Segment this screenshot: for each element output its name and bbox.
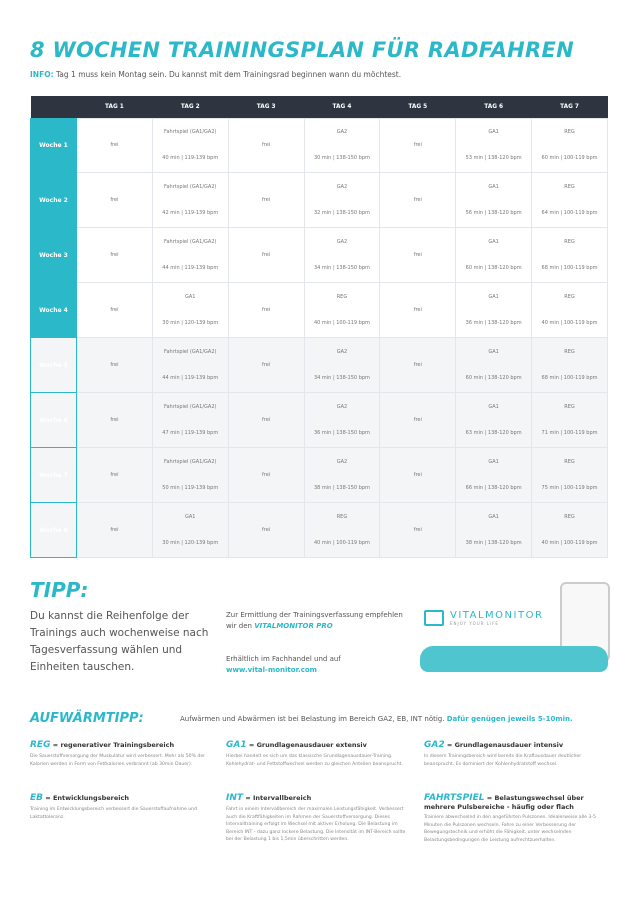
plan-cell-text: Fahrtspiel (GA1/GA2) xyxy=(164,349,217,356)
plan-cell-text: 68 min | 100-119 bpm xyxy=(541,265,598,272)
plan-cell xyxy=(456,283,532,338)
warmup-highlight: Dafür genügen jeweils 5-10min. xyxy=(446,715,573,723)
plan-cell: frei xyxy=(77,228,153,283)
table-row xyxy=(31,338,608,393)
table-header-cell: TAG 4 xyxy=(304,96,380,118)
plan-cell-text: GA1 xyxy=(488,294,499,301)
plan-cell: frei xyxy=(380,393,456,448)
plan-cell-text: 36 min | 138-150 bpm xyxy=(313,430,370,437)
definition-body: Trainiere abwechselnd in den angeführten Pulszonen. Idealerweise alle 3-5 Minuten die Pulszonen wechseln. Fahre zu einer Verbesserung der Bewegungstechnik und erhöht die Fähigkeit, unter wechselnden Belastungsbedingungen die Leistung aufrechtzuerhalten. xyxy=(424,815,596,843)
plan-cell-text: Fahrtspiel (GA1/GA2) xyxy=(164,184,217,191)
definition-block xyxy=(424,793,604,844)
plan-cell xyxy=(152,503,228,558)
plan-cell: frei xyxy=(228,118,304,173)
training-plan-table xyxy=(30,96,608,558)
plan-cell-text: Fahrtspiel (GA1/GA2) xyxy=(164,239,217,246)
definition-title: REG = regenerativer Trainingsbereich xyxy=(30,740,175,750)
tipp-heading: TIPP: xyxy=(30,578,89,602)
plan-cell-text: 38 min | 138-120 bpm xyxy=(465,540,522,547)
plan-cell-text: 53 min | 138-120 bpm xyxy=(465,155,522,162)
definition-abbr: GA1 xyxy=(226,740,247,750)
info-label: INFO: xyxy=(30,70,54,79)
logo-sub: ENJOY YOUR LIFE xyxy=(450,621,499,626)
plan-cell-text: 64 min | 100-119 bpm xyxy=(541,210,598,217)
plan-cell xyxy=(304,338,380,393)
table-row xyxy=(31,118,608,173)
week-label: Woche 2 xyxy=(31,173,77,228)
plan-cell: frei xyxy=(380,118,456,173)
plan-cell-text: 50 min | 119-139 bpm xyxy=(162,485,219,492)
table-header-cell: TAG 6 xyxy=(456,96,532,118)
definition-title: INT = Intervallbereich xyxy=(226,793,312,803)
plan-cell xyxy=(456,338,532,393)
definition-block xyxy=(30,740,210,768)
info-text: Tag 1 muss kein Montag sein. Du kannst mit dem Trainingsrad beginnen wann du möchtest. xyxy=(55,70,402,79)
plan-cell-text: 66 min | 138-120 bpm xyxy=(465,485,522,492)
plan-cell-text: Fahrtspiel (GA1/GA2) xyxy=(164,404,217,411)
plan-cell: frei xyxy=(380,448,456,503)
definition-body: Training im Entwicklungsbereich verbessert die Sauerstoffaufnahme und Laktattoleranz. xyxy=(30,807,197,820)
definition-abbr: FAHRTSPIEL xyxy=(424,793,485,803)
plan-cell xyxy=(152,173,228,228)
plan-cell: frei xyxy=(77,283,153,338)
definition-abbr: GA2 xyxy=(424,740,445,750)
plan-cell-text: 60 min | 100-119 bpm xyxy=(541,155,598,162)
plan-cell xyxy=(532,503,608,558)
definition-abbr: INT xyxy=(226,793,244,803)
plan-cell: frei xyxy=(228,448,304,503)
plan-cell xyxy=(152,448,228,503)
tipp-text: Du kannst die Reihenfolge der Trainings auch wochenweise nach Tagesverfassung wählen und Einheiten tauschen. xyxy=(30,610,209,673)
definition-title: FAHRTSPIEL = Belastungswechsel über mehrere Pulsbereiche - häufig oder flach xyxy=(424,793,584,811)
plan-cell xyxy=(532,283,608,338)
plan-cell-text: 40 min | 100-119 bpm xyxy=(313,540,370,547)
plan-cell xyxy=(152,338,228,393)
warmup-body: Aufwärmen und Abwärmen ist bei Belastung im Bereich GA2, EB, INT nötig. xyxy=(180,715,445,723)
plan-cell: frei xyxy=(380,338,456,393)
chest-strap-image xyxy=(420,646,608,672)
plan-cell-text: REG xyxy=(336,514,348,521)
vitalmonitor-recommendation xyxy=(226,610,406,632)
plan-cell-text: GA1 xyxy=(488,184,499,191)
plan-cell: frei xyxy=(77,173,153,228)
plan-cell-text: 68 min | 100-119 bpm xyxy=(541,375,598,382)
plan-cell-text: GA1 xyxy=(488,239,499,246)
table-header-row xyxy=(31,96,608,118)
week-label: Woche 1 xyxy=(31,118,77,173)
plan-cell: frei xyxy=(380,503,456,558)
plan-cell-text: 40 min | 100-119 bpm xyxy=(313,320,370,327)
page-title: 8 WOCHEN TRAININGSPLAN FÜR RADFAHREN xyxy=(30,38,575,62)
plan-cell: frei xyxy=(380,173,456,228)
plan-cell xyxy=(304,503,380,558)
plan-cell-text: REG xyxy=(564,459,575,466)
plan-cell-text: REG xyxy=(564,129,575,136)
plan-cell: frei xyxy=(228,173,304,228)
plan-cell: frei xyxy=(228,338,304,393)
definition-block xyxy=(226,740,406,768)
week-label: Woche 7 xyxy=(31,448,77,503)
plan-cell-text: 34 min | 138-150 bpm xyxy=(313,265,370,272)
plan-cell-text: REG xyxy=(564,184,575,191)
definition-body: Die Sauerstoffversorgung der Muskulatur wird verbessert. Mehr als 50% der Kalorien werden in Form von Fettkalorien verbrannt (ab 30min Dauer). xyxy=(30,754,206,767)
plan-cell xyxy=(456,503,532,558)
vitalmonitor-availability xyxy=(226,654,406,676)
table-row xyxy=(31,503,608,558)
plan-cell: frei xyxy=(380,283,456,338)
plan-cell xyxy=(152,118,228,173)
plan-cell-text: 40 min | 119-139 bpm xyxy=(162,155,219,162)
plan-cell: frei xyxy=(228,393,304,448)
plan-cell xyxy=(152,393,228,448)
plan-cell xyxy=(532,393,608,448)
plan-cell xyxy=(532,173,608,228)
week-label: Woche 5 xyxy=(31,338,77,393)
plan-cell: frei xyxy=(77,503,153,558)
definition-title: EB = Entwicklungsbereich xyxy=(30,793,129,803)
table-row xyxy=(31,283,608,338)
plan-cell-text: 30 min | 138-150 bpm xyxy=(313,155,370,162)
plan-cell-text: GA1 xyxy=(488,459,499,466)
table-header-cell: TAG 1 xyxy=(77,96,153,118)
plan-cell-text: 63 min | 138-120 bpm xyxy=(465,430,522,437)
vm-avail: Erhältlich im Fachhandel und auf xyxy=(226,655,341,663)
heart-monitor-icon xyxy=(424,610,444,626)
plan-cell-text: 30 min | 120-139 bpm xyxy=(162,320,219,327)
plan-cell xyxy=(456,228,532,283)
plan-cell xyxy=(532,338,608,393)
table-header-cell: TAG 3 xyxy=(228,96,304,118)
definition-block xyxy=(424,740,604,768)
plan-cell-text: 38 min | 138-150 bpm xyxy=(313,485,370,492)
plan-cell-text: 42 min | 119-139 bpm xyxy=(162,210,219,217)
vm-brand: VITALMONITOR PRO xyxy=(254,622,333,630)
plan-cell-text: 60 min | 138-120 bpm xyxy=(465,265,522,272)
plan-cell-text: GA2 xyxy=(336,129,348,136)
plan-cell xyxy=(456,448,532,503)
definition-block xyxy=(30,793,210,821)
week-label: Woche 6 xyxy=(31,393,77,448)
plan-cell xyxy=(304,283,380,338)
plan-cell-text: 71 min | 100-119 bpm xyxy=(541,430,598,437)
plan-cell-text: 30 min | 120-139 bpm xyxy=(162,540,219,547)
plan-cell: frei xyxy=(77,338,153,393)
definition-body: Hierbei handelt es sich um das klassische Grundlagenausdauer-Training. Kohlehydrat- und Fettstoffwechsel werden zu gleichen Anteilen beansprucht. xyxy=(226,754,403,767)
plan-cell-text: REG xyxy=(564,294,575,301)
plan-cell-text: GA1 xyxy=(185,514,196,521)
plan-cell-text: 75 min | 100-119 bpm xyxy=(541,485,598,492)
week-label: Woche 3 xyxy=(31,228,77,283)
plan-cell-text: GA1 xyxy=(488,404,499,411)
plan-cell xyxy=(456,393,532,448)
plan-cell: frei xyxy=(228,503,304,558)
plan-cell-text: 34 min | 138-150 bpm xyxy=(313,375,370,382)
plan-cell: frei xyxy=(228,283,304,338)
definition-title: GA1 = Grundlagenausdauer extensiv xyxy=(226,740,367,750)
vitalmonitor-logo xyxy=(424,610,543,626)
plan-cell-text: Fahrtspiel (GA1/GA2) xyxy=(164,129,217,136)
plan-cell xyxy=(456,173,532,228)
plan-cell xyxy=(304,448,380,503)
plan-cell-text: Fahrtspiel (GA1/GA2) xyxy=(164,459,217,466)
table-row xyxy=(31,448,608,503)
table-row xyxy=(31,228,608,283)
plan-cell-text: 60 min | 138-120 bpm xyxy=(465,375,522,382)
table-row xyxy=(31,393,608,448)
plan-cell: frei xyxy=(228,228,304,283)
plan-cell xyxy=(152,283,228,338)
plan-cell-text: 40 min | 100-119 bpm xyxy=(541,320,598,327)
logo-name: VITALMONITOR xyxy=(450,610,544,621)
week-label: Woche 8 xyxy=(31,503,77,558)
definition-body: In diesem Trainingsbereich wird bereits die Kraftausdauer deutlicher beansprucht. Es dominiert der Kohlenhydratstoff wechsel. xyxy=(424,754,582,767)
plan-cell xyxy=(532,448,608,503)
plan-cell-text: REG xyxy=(564,514,575,521)
plan-cell xyxy=(304,118,380,173)
table-header-cell xyxy=(31,96,77,118)
vm-url-link[interactable]: www.vital-monitor.com xyxy=(226,666,317,674)
week-label: Woche 4 xyxy=(31,283,77,338)
vm-text-pre: Zur Ermittlung der Trainingsverfassung empfehlen wir den xyxy=(226,611,403,630)
plan-cell-text: REG xyxy=(564,349,575,356)
warmup-text xyxy=(180,715,573,723)
plan-cell-text: REG xyxy=(336,294,348,301)
warmup-heading: AUFWÄRMTIPP: xyxy=(30,711,144,726)
plan-cell xyxy=(456,118,532,173)
plan-cell-text: 44 min | 119-139 bpm xyxy=(162,375,219,382)
definition-block xyxy=(226,793,406,844)
plan-cell-text: REG xyxy=(564,404,575,411)
plan-cell-text: 40 min | 100-119 bpm xyxy=(541,540,598,547)
info-line xyxy=(30,70,401,79)
plan-cell xyxy=(532,118,608,173)
plan-cell-text: GA2 xyxy=(336,349,348,356)
plan-cell: frei xyxy=(77,118,153,173)
plan-cell-text: 56 min | 138-120 bpm xyxy=(465,210,522,217)
table-header-cell: TAG 7 xyxy=(532,96,608,118)
plan-cell-text: 32 min | 138-150 bpm xyxy=(313,210,370,217)
plan-cell-text: 47 min | 119-139 bpm xyxy=(162,430,219,437)
plan-cell xyxy=(152,228,228,283)
definition-body: Fahrt in einem Intervallbereich der maximalen Leistungsfähigkeit. Verbessert auch die Kraftfähigkeiten im Rahmen der Sauerstoffversorgung. Dieses Intervalltraining erfolgt im Wechsel mit aktiver Erholung. Die Belastung im Bereich INT - dazu ganz lockere Belastung. Die Intensität im INT-Bereich sollte bei der Belastung 1 bis 1,5min überschritten werden. xyxy=(226,807,406,842)
table-header-cell: TAG 2 xyxy=(152,96,228,118)
plan-cell-text: GA1 xyxy=(488,514,499,521)
plan-cell-text: GA1 xyxy=(185,294,196,301)
plan-cell-text: REG xyxy=(564,239,575,246)
plan-cell xyxy=(304,173,380,228)
plan-cell-text: GA1 xyxy=(488,129,499,136)
table-header-cell: TAG 5 xyxy=(380,96,456,118)
plan-cell-text: 36 min | 138-120 bpm xyxy=(465,320,522,327)
plan-cell-text: GA2 xyxy=(336,184,348,191)
plan-cell-text: 44 min | 119-139 bpm xyxy=(162,265,219,272)
plan-cell-text: GA2 xyxy=(336,239,348,246)
plan-cell xyxy=(304,228,380,283)
definition-title: GA2 = Grundlagenausdauer intensiv xyxy=(424,740,564,750)
plan-cell: frei xyxy=(77,448,153,503)
plan-cell xyxy=(304,393,380,448)
definition-abbr: EB xyxy=(30,793,44,803)
plan-cell-text: GA2 xyxy=(336,404,348,411)
plan-cell: frei xyxy=(380,228,456,283)
plan-cell: frei xyxy=(77,393,153,448)
plan-cell xyxy=(532,228,608,283)
table-row xyxy=(31,173,608,228)
plan-cell-text: GA2 xyxy=(336,459,348,466)
plan-cell-text: GA1 xyxy=(488,349,499,356)
definition-abbr: REG xyxy=(30,740,51,750)
